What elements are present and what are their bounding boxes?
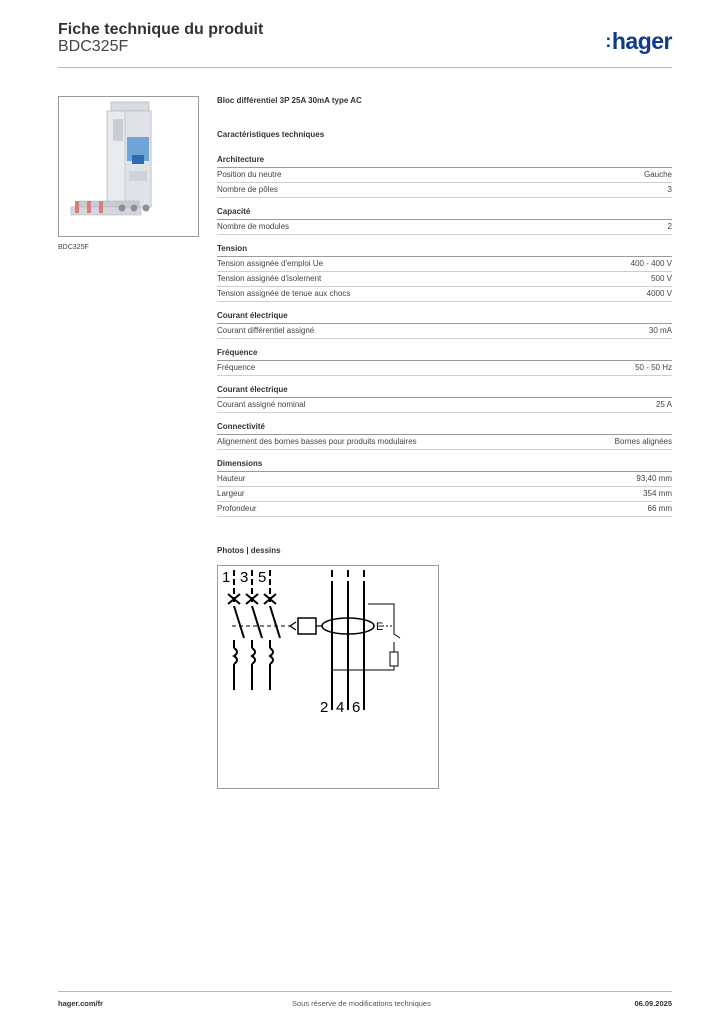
spec-row: [217, 435, 672, 450]
tech-characteristics-title: Caractéristiques techniques: [217, 130, 325, 139]
spec-value: 25 A: [655, 400, 672, 409]
spec-label: Tension assignée d'isolement: [217, 274, 322, 283]
hager-logo: :hager: [605, 28, 672, 54]
spec-value: 66 mm: [647, 504, 672, 513]
footer-disclaimer: Sous réserve de modifications techniques: [292, 999, 431, 1008]
spec-section-title: Connectivité: [217, 421, 672, 435]
spec-value: 500 V: [651, 274, 672, 283]
footer-divider: [58, 991, 672, 992]
spec-section: [217, 458, 672, 517]
spec-section: [217, 384, 672, 413]
spec-value: Bornes alignées: [614, 437, 672, 446]
spec-label: Largeur: [217, 489, 245, 498]
spec-section-title: Dimensions: [217, 458, 672, 472]
spec-section-title: Courant électrique: [217, 384, 672, 398]
spec-row: [217, 168, 672, 183]
spec-sections: [217, 154, 672, 517]
photos-title: Photos | dessins: [217, 546, 281, 555]
pole-5: [264, 570, 280, 690]
spec-section: [217, 243, 672, 302]
pole-3: [246, 570, 262, 690]
spec-value: 2: [667, 222, 672, 231]
spec-section: [217, 310, 672, 339]
terminal-top-1: 1: [222, 569, 231, 586]
spec-section: [217, 347, 672, 376]
spec-section: [217, 421, 672, 450]
spec-value: Gauche: [643, 170, 672, 179]
spec-row: [217, 272, 672, 287]
spec-row: [217, 220, 672, 235]
spec-row: [217, 324, 672, 339]
product-photo: [58, 96, 199, 237]
footer-website[interactable]: hager.com/fr: [58, 999, 104, 1008]
spec-section-title: Fréquence: [217, 347, 672, 361]
terminal-bottom-4: 4: [336, 699, 345, 716]
spec-label: Courant assigné nominal: [217, 400, 306, 409]
spec-section: [217, 154, 672, 198]
spec-label: Nombre de modules: [217, 222, 290, 231]
page-title: Fiche technique du produit: [58, 21, 264, 38]
spec-row: [217, 183, 672, 198]
spec-value: 50 - 50 Hz: [635, 363, 672, 372]
spec-label: Profondeur: [217, 504, 257, 513]
photo-caption: BDC325F: [58, 244, 89, 251]
terminal-top-5: 5: [258, 569, 267, 586]
schematic-drawing: [218, 566, 438, 788]
footer-date: 06.09.2025: [634, 999, 672, 1008]
specifications: [217, 96, 672, 517]
product-name: Bloc différentiel 3P 25A 30mA type AC: [217, 96, 362, 105]
spec-label: Fréquence: [217, 363, 256, 372]
spec-row: [217, 257, 672, 272]
spec-row: [217, 502, 672, 517]
spec-value: 4000 V: [646, 289, 672, 298]
pole-1: [228, 570, 244, 690]
wiring-schematic: [217, 565, 439, 789]
spec-row: [217, 287, 672, 302]
spec-label: Hauteur: [217, 474, 246, 483]
product-code: BDC325F: [58, 38, 129, 55]
spec-section-title: Tension: [217, 243, 672, 257]
terminal-bottom-2: 2: [320, 699, 329, 716]
test-label: E: [376, 621, 384, 633]
spec-row: [217, 361, 672, 376]
spec-value: 3: [667, 185, 672, 194]
spec-label: Alignement des bornes basses pour produits modulaires: [217, 437, 417, 446]
spec-value: 93,40 mm: [636, 474, 672, 483]
rcd-block-illustration: [59, 97, 198, 236]
spec-section-title: Capacité: [217, 206, 672, 220]
spec-section: [217, 206, 672, 235]
spec-section-title: Courant électrique: [217, 310, 672, 324]
header-divider: [58, 67, 672, 68]
logo-text: hager: [611, 28, 672, 54]
spec-value: 354 mm: [643, 489, 672, 498]
spec-row: [217, 487, 672, 502]
spec-label: Tension assignée de tenue aux chocs: [217, 289, 351, 298]
spec-label: Courant différentiel assigné: [217, 326, 315, 335]
terminal-bottom-6: 6: [352, 699, 361, 716]
spec-row: [217, 398, 672, 413]
spec-label: Tension assignée d'emploi Ue: [217, 259, 324, 268]
terminal-top-3: 3: [240, 569, 249, 586]
spec-section-title: Architecture: [217, 154, 672, 168]
spec-value: 400 - 400 V: [630, 259, 672, 268]
spec-row: [217, 472, 672, 487]
spec-label: Nombre de pôles: [217, 185, 278, 194]
spec-label: Position du neutre: [217, 170, 282, 179]
spec-value: 30 mA: [648, 326, 672, 335]
